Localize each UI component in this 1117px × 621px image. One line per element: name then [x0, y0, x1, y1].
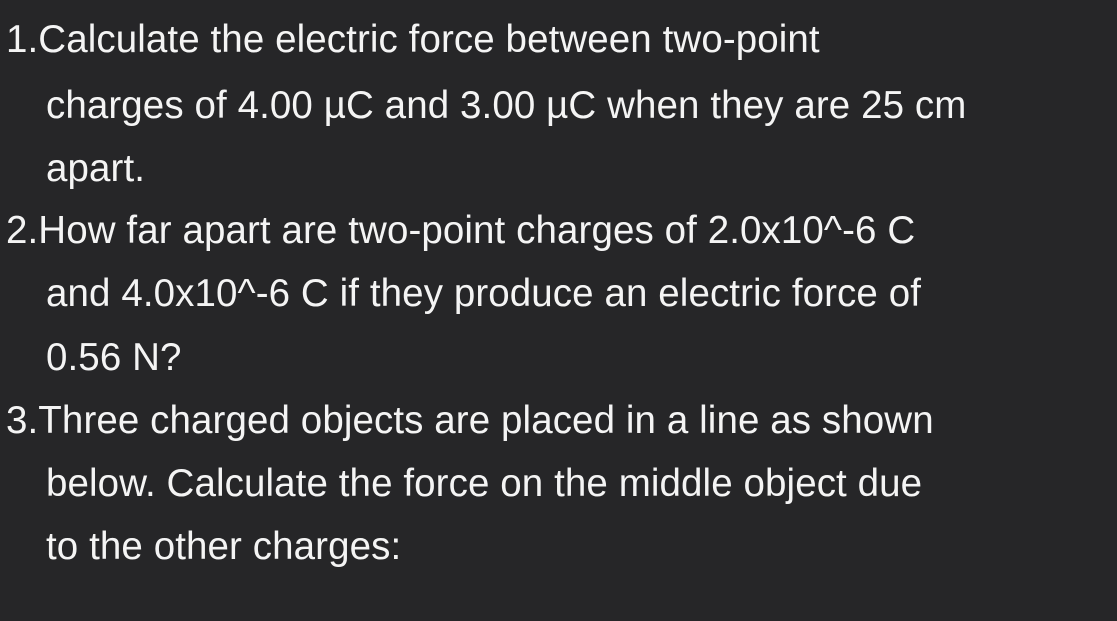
question-2-line-2: and 4.0x10^-6 C if they produce an electric force of	[46, 272, 922, 315]
question-2-line-1: 2.How far apart are two-point charges of 2.0x10^-6 C	[6, 209, 916, 252]
question-1-line-3: apart.	[46, 147, 146, 190]
question-2-line-3: 0.56 N?	[46, 336, 182, 379]
question-3-line-2: below. Calculate the force on the middle object due	[46, 462, 923, 505]
question-3-line-3: to the other charges:	[46, 525, 402, 568]
question-3-line-1: 3.Three charged objects are placed in a line as shown	[6, 399, 934, 442]
question-1-line-1: 1.Calculate the electric force between two-point	[6, 18, 820, 61]
question-1-line-2: charges of 4.00 µC and 3.00 µC when they are 25 cm	[46, 84, 967, 127]
